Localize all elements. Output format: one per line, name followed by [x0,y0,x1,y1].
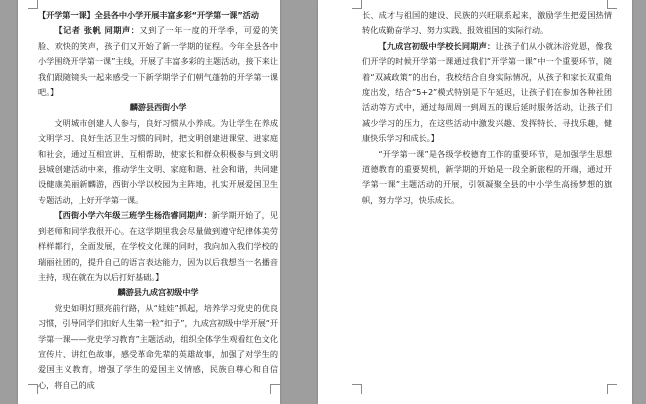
intro-lead: 【记者 张帆 同期声： [54,25,140,36]
crop-mark-top-left [352,0,362,9]
page-text-right[interactable] [362,8,612,208]
school1-paragraph: 文明城市创建人人参与，良好习惯从小养成。为让学生在养成文明学习、良好生活卫生习惯的同时，把文明创建进课堂、进家庭和社会，通过互相宣讲、互相帮助，使家长和群众积极参与到文明县城创建活动中来，推动学生文明、家庭和谐、社会和谐，共同建设健康美丽新麟游，西街小学以校园为主阵地，扎实开展爱国卫生专题活动，上好开学第一课。 [38,117,278,205]
quote2-body: 让孩子们从小就沐浴党恩，像我们开学的时候开学第一课通过我们“开学第一课”中一个重要环节，随着“双减政策”的出台，我校结合自身实际情况，从孩子和家长双重角度出发，结合“5+2”模式特别是下午延迟，让孩子们在参加各种社团活动等方式中，通过每周周一到周五的课后延时服务活动，让孩子们减少学习的压力，在这些活动中激发兴趣、发挥特长、寻找乐趣，健康快乐学习和成长。】 [362,40,612,144]
quote1-lead: 【西街小学六年级三班学生杨浩睿同期声： [54,210,212,221]
crop-mark-bottom-right [607,384,617,394]
intro-paragraph [38,23,278,100]
school-heading-1: 麟游县西街小学 [129,102,187,113]
crop-mark-bottom-left [28,384,38,394]
document-page-right [318,0,632,404]
crop-mark-bottom-left [352,384,362,394]
article-title: 【开学第一课】全县各中小学开展丰富多彩“开学第一课”活动 [38,10,259,20]
quote1-paragraph [38,208,278,285]
continued-paragraph: 长、成才与祖国的建设、民族的兴旺联系起来，激励学生把爱国热情转化成勤奋学习、努力实践、报效祖国的实际行动。 [362,10,612,36]
school-heading-2: 麟游县九成宫初级中学 [117,287,199,298]
document-page-left [18,0,280,404]
page-text-left[interactable] [38,8,278,393]
intro-body: 又到了一年一度的开学季，可爱的笑脸、欢快的笑声，孩子们又开始了新一学期的征程。今年全县各中小学围绕开学第一课”主线，开展了丰富多彩的主题活动，接下来让我们跟随镜头一起来感受一下新学期学子们朝气蓬勃的开学第一课吧。】 [38,25,278,98]
crop-mark-top-left [28,0,38,9]
quote2-lead: 【九成宫初级中学校长同期声： [378,40,496,51]
quote2-paragraph [362,39,612,147]
school2-paragraph: 党史如明灯照亮前行路，从“娃娃”抓起，培养学习党史的优良习惯，引导同学们扣好人生第一粒“扣子”，九成宫初级中学开展“开学第一课——党史学习教育”主题活动，组织全体学生观看红色文化宣传片、讲红色故事，感受革命先辈的英雄故事，加强了对学生的爱国主义教育，增强了学生的爱国主义情感，民族自尊心和自信心，将自己的成 [38,302,278,390]
closing-paragraph: “开学第一课”是各级学校德育工作的重要环节，是加强学生思想道德教育的重要契机，新学期的开始是一段全新旅程的开端，通过开学第一课”主题活动的开展，引领凝聚全县的中小学生高扬梦想的旗帜，努力学习，快乐成长。 [362,148,612,205]
quote1-body: 新学期开始了，见到老师和同学我很开心。在这学期里我会尽量做到遵守纪律体美劳样样都行，全面发展，在学校文化课的同时，我向加入我们学校的瑞丽社团的，提升自己的语言表达能力，因为以后我想当一名播音主持，现在就在为以后打好基础。】 [38,210,279,282]
